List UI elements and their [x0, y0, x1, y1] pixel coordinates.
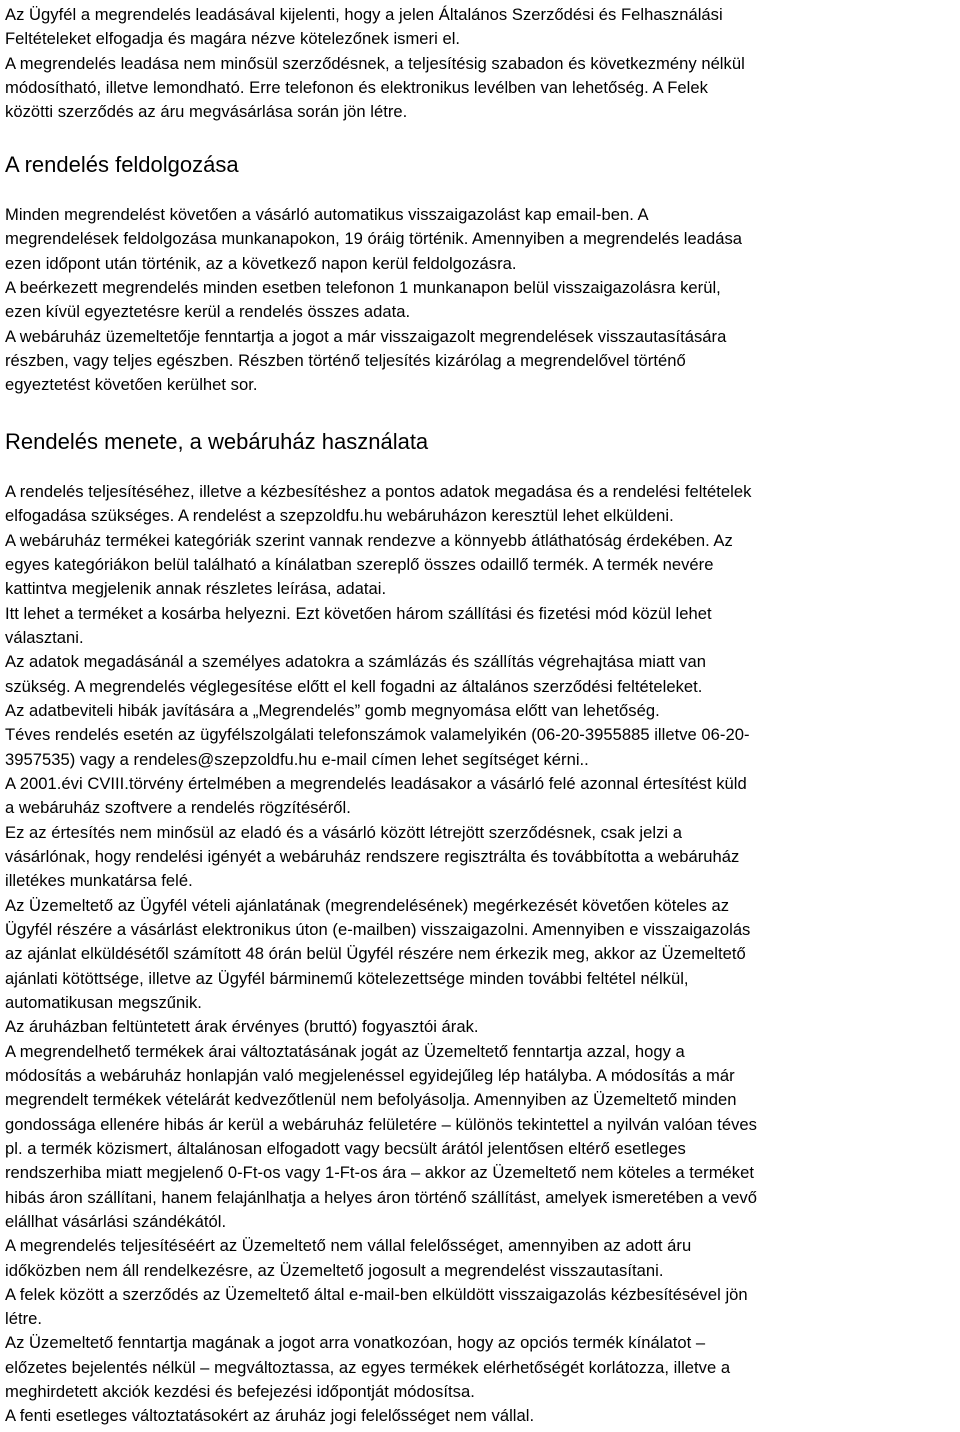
body-line: részben, vagy teljes egészben. Részben történő teljesítés kizárólag a megrendelővel történő	[5, 350, 686, 370]
body-line: 3957535) vagy a rendeles@szepzoldfu.hu e-mail címen lehet segítséget kérni..	[5, 749, 589, 769]
body-line: A megrendelhető termékek árai változtatásának jogát az Üzemeltető fenntartja azzal, hogy a	[5, 1041, 685, 1061]
body-line: Az Üzemeltető az Ügyfél vételi ajánlatának (megrendelésének) megérkezését követően köteles az	[5, 895, 730, 915]
body-line: Téves rendelés esetén az ügyfélszolgálati telefonszámok valamelyikén (06-20-3955885 illetve 06-20-	[5, 725, 750, 745]
body-line: A megrendelés teljesítéséért az Üzemeltető nem vállal felelősséget, amennyiben az adott áru	[5, 1236, 692, 1256]
section-heading-processing	[5, 152, 955, 178]
body-line: megrendelt termékek vételárát kedvezőtlenül nem befolyásolja. Amennyiben az Üzemeltető minden	[5, 1090, 737, 1110]
processing-paragraph	[5, 203, 955, 398]
body-line: vásárlónak, hogy rendelési igényét a webáruház rendszere regisztrálta és továbbította a webáruház	[5, 846, 740, 866]
intro-paragraph	[5, 3, 955, 125]
body-line: létre.	[5, 1309, 43, 1329]
body-line: egyeztetést követően kerülhet sor.	[5, 375, 258, 395]
body-line: a webáruház szoftvere a rendelés rögzítéséről.	[5, 798, 351, 818]
body-line: hibás áron szállítani, hanem felajánlhatja a helyes áron történő szállítást, amelyek ismeretében a vevő	[5, 1187, 757, 1207]
body-line: időközben nem áll rendelkezésre, az Üzemeltető jogosult a megrendelést visszautasítani.	[5, 1260, 664, 1280]
body-line: A webáruház termékei kategóriák szerint vannak rendezve a könnyebb átláthatóság érdekében. Az	[5, 530, 733, 550]
body-line: Itt lehet a terméket a kosárba helyezni. Ezt követően három szállítási és fizetési mód közül lehet	[5, 603, 712, 623]
body-line: elállhat vásárlási szándékától.	[5, 1211, 227, 1231]
body-line: Az adatbeviteli hibák javítására a „Megrendelés” gomb megnyomása előtt van lehetőség.	[5, 700, 660, 720]
body-line: elfogadása szükséges. A rendelést a szepzoldfu.hu webáruházon keresztül lehet elküldeni.	[5, 506, 674, 526]
section-heading: A rendelés feldolgozása	[5, 152, 239, 177]
intro-line: módosítható, illetve lemondható. Erre telefonon és elektronikus levélben van lehetőség. A Felek	[5, 77, 708, 97]
body-line: Az adatok megadásánál a személyes adatokra a számlázás és szállítás végrehajtása miatt van	[5, 652, 706, 672]
body-line: Ügyfél részére a vásárlást elektronikus úton (e-mailben) visszaigazolni. Amennyiben e visszaigazolás	[5, 919, 751, 939]
body-line: A fenti esetleges változtatásokért az áruház jogi felelősséget nem vállal.	[5, 1406, 535, 1426]
intro-line: Feltételeket elfogadja és magára nézve kötelezőnek ismeri el.	[5, 29, 461, 49]
body-line: A webáruház üzemeltetője fenntartja a jogot a már visszaigazolt megrendelések visszautasítására	[5, 326, 727, 346]
ordering-paragraph	[5, 480, 955, 1429]
body-line: egyes kategóriákon belül található a kínálatban szereplő összes odaillő termék. A termék nevére	[5, 554, 714, 574]
body-line: megrendelések feldolgozása munkanapokon, 19 óráig történik. Amennyiben a megrendelés leadása	[5, 229, 743, 249]
body-line: előzetes bejelentés nélkül – megváltoztassa, az egyes termékek elérhetőségét korlátozza, illetve a	[5, 1357, 731, 1377]
section-heading: Rendelés menete, a webáruház használata	[5, 429, 429, 454]
section-heading-ordering	[5, 429, 955, 455]
body-line: az ajánlat elküldésétől számított 48 órán belül Ügyfél részére nem érkezik meg, akkor az Üzemeltető	[5, 944, 746, 964]
body-line: módosítás a webáruház honlapján való megjelenéssel egyidejűleg lép hatályba. A módosítás a már	[5, 1065, 735, 1085]
body-line: Az áruházban feltüntetett árak érvényes (bruttó) fogyasztói árak.	[5, 1017, 479, 1037]
body-line: Az Üzemeltető fenntartja magának a jogot arra vonatkozóan, hogy az opciós termék kínálatot –	[5, 1333, 706, 1353]
body-line: kattintva megjelenik annak részletes leírása, adatai.	[5, 579, 387, 599]
body-line: rendszerhiba miatt megjelenő 0-Ft-os vagy 1-Ft-os ára – akkor az Üzemeltető nem köteles a terméket	[5, 1163, 754, 1183]
body-line: Minden megrendelést követően a vásárló automatikus visszaigazolást kap email-ben. A	[5, 205, 649, 224]
body-line: automatikusan megszűnik.	[5, 992, 202, 1012]
body-line: pl. a termék közismert, általánosan elfogadott vagy becsült árától jelentősen eltérő esetleges	[5, 1138, 686, 1158]
body-line: A felek között a szerződés az Üzemeltető által e-mail-ben elküldött visszaigazolás kézbesítésével jön	[5, 1284, 748, 1304]
intro-line: közötti szerződés az áru megvásárlása során jön létre.	[5, 102, 408, 122]
intro-line: Az Ügyfél a megrendelés leadásával kijelenti, hogy a jelen Általános Szerződési és Felhasználási	[5, 5, 723, 24]
body-line: szükség. A megrendelés véglegesítése előtt el kell fogadni az általános szerződési feltételeket.	[5, 676, 703, 696]
body-line: illetékes munkatársa felé.	[5, 871, 193, 891]
body-line: A 2001.évi CVIII.törvény értelmében a megrendelés leadásakor a vásárló felé azonnal értesítést küld	[5, 773, 747, 793]
body-line: Ez az értesítés nem minősül az eladó és a vásárló között létrejött szerződésnek, csak jelzi a	[5, 822, 682, 842]
intro-line: A megrendelés leadása nem minősül szerződésnek, a teljesítésig szabadon és következmény nélkül	[5, 53, 745, 73]
body-line: meghirdetett akciók kezdési és befejezési időpontját módosítsa.	[5, 1382, 475, 1402]
body-line: gondossága ellenére hibás ár kerül a webáruház felületére – különös tekintettel a nyilván valóan téves	[5, 1114, 757, 1134]
body-line: A beérkezett megrendelés minden esetben telefonon 1 munkanapon belül visszaigazolásra kerül,	[5, 277, 721, 297]
body-line: ezen kívül egyeztetésre kerül a rendelés összes adata.	[5, 302, 411, 322]
body-line: ajánlati kötöttsége, illetve az Ügyfél bárminemű kötelezettsége minden további feltétel nélkül,	[5, 968, 689, 988]
body-line: ezen időpont után történik, az a következő napon kerül feldolgozásra.	[5, 253, 517, 273]
body-line: választani.	[5, 627, 84, 647]
body-line: A rendelés teljesítéséhez, illetve a kézbesítéshez a pontos adatok megadása és a rendelési feltételek	[5, 482, 752, 501]
